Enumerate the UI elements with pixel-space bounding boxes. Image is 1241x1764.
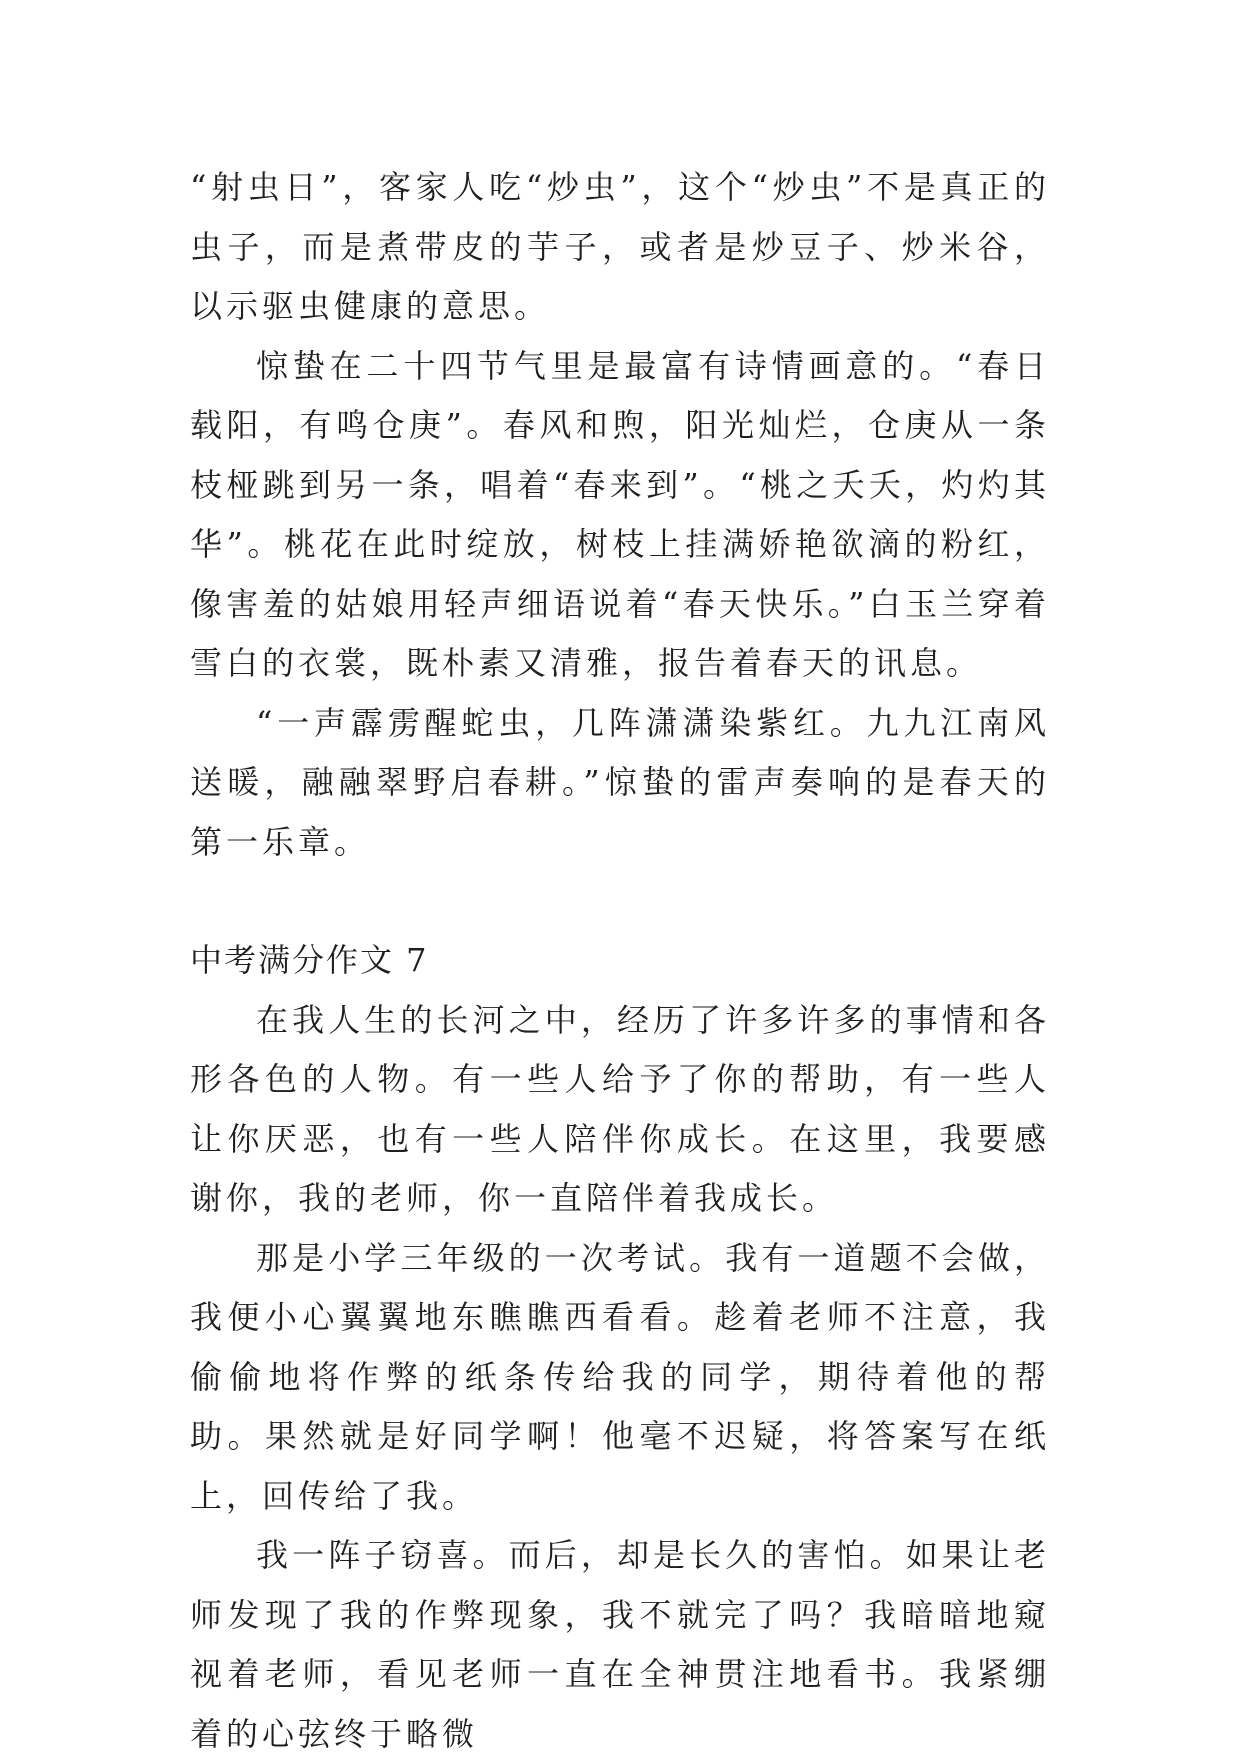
section-title: 中考满分作文 7 <box>190 941 429 979</box>
paragraph-jingzhe-poetry: 惊蛰在二十四节气里是最富有诗情画意的。“春日载阳，有鸣仓庚”。春风和煦，阳光灿烂，仓庚从一条枝桠跳到另一条，唱着“春来到”。“桃之夭夭，灼灼其华”。桃花在此时绽放，树枝上挂满娇艳欲滴的粉红，像害羞的姑娘用轻声细语说着“春天快乐。”白玉兰穿着雪白的衣裳，既朴素又清雅，报告着春天的讯息。 <box>190 346 1050 682</box>
paragraph-fear: 我一阵子窃喜。而后，却是长久的害怕。如果让老师发现了我的作弊现象，我不就完了吗？我暗暗地窥视着老师，看见老师一直在全神贯注地看书。我紧绷着的心弦终于略微 <box>190 1536 1050 1753</box>
paragraph-shechongri: “射虫日”，客家人吃“炒虫”，这个“炒虫”不是真正的虫子，而是煮带皮的芋子，或者是炒豆子、炒米谷，以示驱虫健康的意思。 <box>190 168 1050 325</box>
section-gap <box>190 872 1050 931</box>
paragraph-exam: 那是小学三年级的一次考试。我有一道题不会做，我便小心翼翼地东瞧瞧西看看。趁着老师不注意，我偷偷地将作弊的纸条传给我的同学，期待着他的帮助。果然就是好同学啊！他毫不迟疑，将答案写在纸上，回传给了我。 <box>190 1238 1050 1515</box>
paragraph-jingzhe-thunder: “一声霹雳醒蛇虫，几阵潇潇染紫红。九九江南风送暖，融融翠野启春耕。”惊蛰的雷声奏响的是春天的第一乐章。 <box>190 703 1050 861</box>
paragraph-life-river: 在我人生的长河之中，经历了许多许多的事情和各形各色的人物。有一些人给予了你的帮助，有一些人让你厌恶，也有一些人陪伴你成长。在这里，我要感谢你，我的老师，你一直陪伴着我成长。 <box>190 1000 1050 1217</box>
document-body <box>190 158 1050 1764</box>
